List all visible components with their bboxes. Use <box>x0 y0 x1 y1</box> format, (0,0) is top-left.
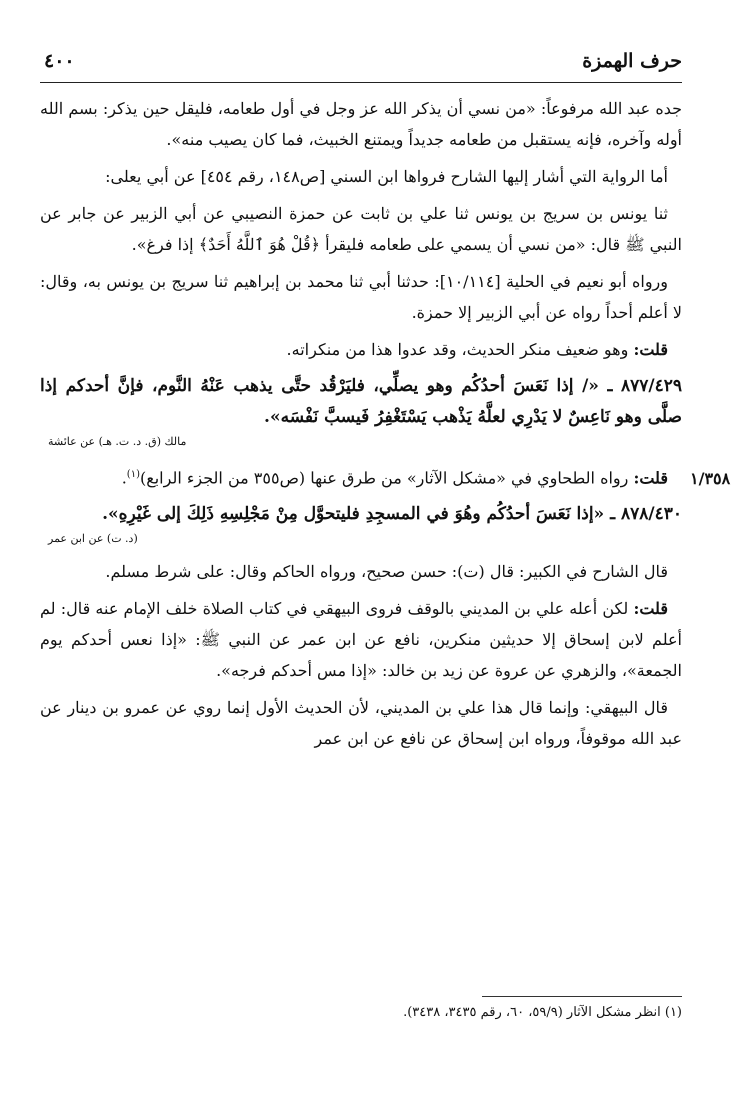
paragraph-5 <box>40 334 682 365</box>
paragraph-3: ثنا يونس بن سريج بن يونس ثنا علي بن ثابت عن حمزة النصيبي عن أبي الزبير عن جابر عن النبي ﷺ قال: «من نسي أن يسمي على طعامه فليقرأ ﴿قُلْ هُوَ ٱللَّهُ أَحَدٌ﴾ إذا فرغ». <box>40 204 682 254</box>
paragraph-6-text: رواه الطحاوي في «مشكل الآثار» من طرق عنها (ص٣٥٥ من الجزء الرابع) <box>139 468 634 488</box>
page-number: ٤٠٠ <box>44 50 75 72</box>
margin-reference-number: ١/٣٥٨ <box>690 469 731 488</box>
paragraph-8-text: لكن أعله علي بن المديني بالوقف فروى البيهقي في كتاب الصلاة خلف الإمام عنه قال: لم أعلم لابن إسحاق إلا حديثين منكرين، نافع عن ابن عمر عن النبي ﷺ: «إذا نعس أحدكم يوم الجمعة»، والزهري عن عروة عن زيد بن خالد: «إذا مس أحدكم فرجه». <box>40 599 682 681</box>
hadith-877-source: مالك (ق. د. ت. هـ) عن عائشة <box>48 435 187 448</box>
footnote-divider <box>482 996 682 997</box>
paragraph-7: قال الشارح في الكبير: قال (ت): حسن صحيح، ورواه الحاكم وقال: على شرط مسلم. <box>105 562 668 582</box>
paragraph-1: جده عبد الله مرفوعاً: «من نسي أن يذكر الله عز وجل في أول طعامه، فليقل حين يذكر: بسم الله أوله وآخره، فإنه يستقبل من طعامه جديداً ويمتنع الخبيث، فما كان يصيب منه». <box>40 99 682 149</box>
paragraph-4: ورواه أبو نعيم في الحلية [١٠/١١٤]: حدثنا أبي ثنا محمد بن إبراهيم ثنا سريج بن يونس به، وقال: لا أعلم أحداً رواه عن أبي الزبير إلا حمزة. <box>40 272 682 322</box>
footnote-reference[interactable]: (١) <box>126 469 140 480</box>
qultu-label: قلت: <box>633 599 668 619</box>
paragraph-8 <box>40 593 682 686</box>
paragraph-6-end: . <box>121 468 127 488</box>
page-header <box>40 48 682 82</box>
chapter-title: حرف الهمزة <box>582 50 682 72</box>
paragraph-6 <box>40 459 682 493</box>
hadith-878: ٨٧٨/٤٣٠ ـ «إذا نَعَسَ أحدُكُم وهُوَ في المسجِدِ فليتحوَّل مِنْ مَجْلِسِهِ ذَلِكَ إلى غَيْرِهِ». <box>102 504 682 525</box>
paragraph-2: أما الرواية التي أشار إليها الشارح فرواها ابن السني [ص١٤٨، رقم ٤٥٤] عن أبي يعلى: <box>105 167 668 186</box>
header-divider <box>40 82 682 83</box>
paragraph-5-text: وهو ضعيف منكر الحديث، وقد عدوا هذا من منكراته. <box>286 340 634 359</box>
paragraph-9: قال البيهقي: وإنما قال هذا علي بن المديني، لأن الحديث الأول إنما روي عن عمرو بن دينار عن عبد الله موقوفاً، ورواه ابن إسحاق عن نافع عن ابن عمر <box>40 698 682 749</box>
qultu-label: قلت: <box>633 468 668 488</box>
page-body <box>40 93 682 760</box>
qultu-label: قلت: <box>633 340 668 359</box>
footnote: (١) انظر مشكل الآثار (٥٩/٩، ٦٠، رقم ٣٤٣٥، ٣٤٣٨). <box>403 1005 682 1020</box>
hadith-877: ٨٧٧/٤٢٩ ـ «/ إذا نَعَسَ أحدُكُم وهو يصلِّي، فليَرْقُد حتَّى يذهب عَنْهُ النَّوم، فإنَّ أحدكم إذا صلَّى وهو نَاعِسٌ لا يَدْرِي لعلَّهُ يَذْهب يَسْتَغْفِرُ فَيسبَّ نَفْسَه». <box>40 376 682 427</box>
hadith-878-source: (د. ت) عن ابن عمر <box>48 532 138 546</box>
